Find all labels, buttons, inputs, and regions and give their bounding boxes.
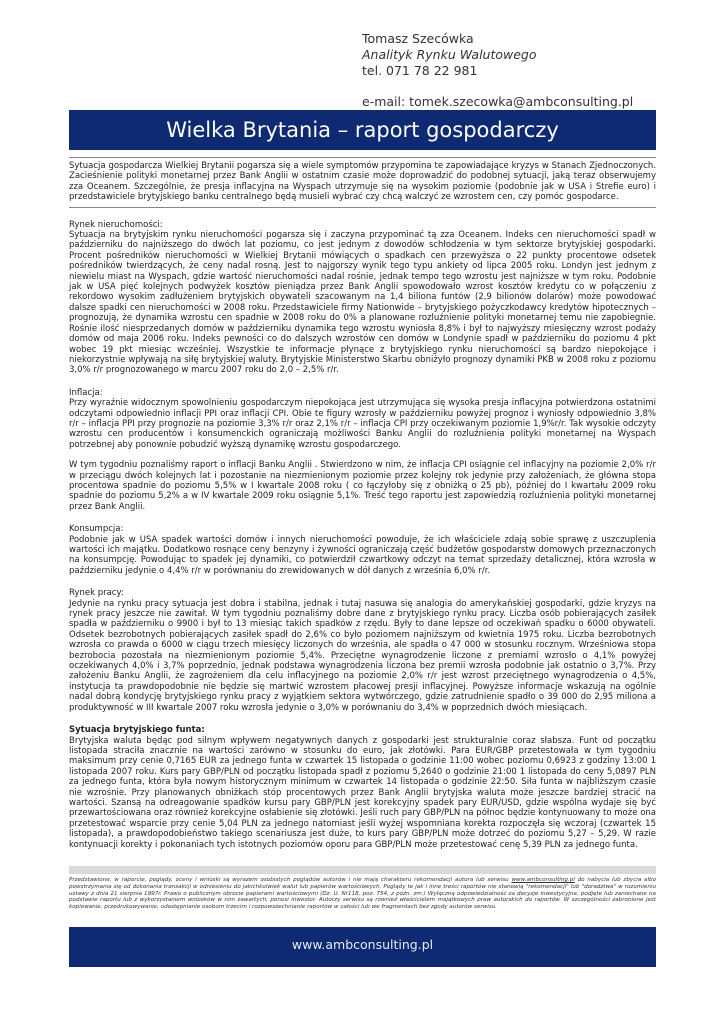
author-contact xyxy=(362,31,633,110)
disclaimer-text-2: do nabycia lub zbycia albo powstrzymania się od dokonania transakcji w odniesieniu do jakichkolwiek walut lub papierów wartościowych. Poglądy te jak i inne treści raportów nie stanowią "rekomendacji" lub "doradztwa" w rozumieniu ustawy z dnia 21 sierpnia 1997r. Prawo o publicznym obrocie papierami wartościowymi (Dz. U. Nr118, poz. 754, z późn. zm.) Wyłączną odpowiedzialność za decyzje inwestycyjne, podjęte lub zaniechane na podstawie raportu lub z wykorzystaniem wniosków w nim zawartych, ponosi inwestor. Autorzy serwisu są równieź właścicielem majątkowych praw autorskich do raportów. W szczególności zabronione jest kopiowanie, przedrukowywanie, udostępnianie osobom trzecim i rozpowszechnianie raportów w całości lub we fragmentach bez zgody autorów serwisu. xyxy=(69,877,656,911)
report-title: Wielka Brytania – raport gospodarczy xyxy=(166,118,559,142)
section-text-labour: Jedynie na rynku pracy sytuacja jest dobra i stabilna, jednak i tutaj nasuwa się analogia do amerykańskiej gospodarki, gdzie kryzys na rynek pracy jeszcze nie zawitał. W tym tygodniu poznaliśmy dobre dane z brytyjskiego rynku pracy. Liczba osób pobierających zasiłek spadła w październiku o 9900 i był to 13 miesiąc takich spadków z rzędu. Były to dane lepsze od oczekiwań spadku o 6000 obywateli. Odsetek bezrobotnych pobierających zasiłek spadł do 2,6% co było poziomem najniższym od kwietnia 1975 roku. Liczba bezrobotnych wzrosła co prawda o 6000 w ciągu trzech miesięcy liczonych do września, ale spadła o 47 000 w stosunku rocznym. Wrześniowa stopa bezrobocia pozostała na niezmienionym poziomie 5,4%. Przeciętne wynagrodzenie liczone z premiami wzrosło o 4,1% powyżej oczekiwanych 4,0% i 3,7% poprzednio, jednak podstawa wynagrodzenia liczona bez premii wzrosła podobnie jak ostatnio o 3,7%. Przy założeniu Banku Anglii, że zagrożeniem dla celu inflacyjnego na poziomie 2,0% r/r jest wzrost przeciętnego wynagrodzenia o 4,5%, instytucja ta prawdopodobnie nie będzie się martwić wzrostem płacowej presji inflacyjnej. Powyższe informacje wskazują na ogólnie nadal dobrą kondycję brytyjskiego rynku pracy z wyjątkiem sektora wytwórczego, gdzie zatrudnienie spadło o 39 000 do 2,95 miliona a produktywność w III kwartale 2007 roku wzrosła jedynie o 3,0% w porównaniu do 3,4% w poprzednich dwóch miesiącach. xyxy=(69,598,656,713)
section-heading-inflation: Inflacja: xyxy=(69,387,103,398)
intro-paragraph: Sytuacja gospodarcza Wielkiej Brytanii pogarsza się a wiele symptomów przypomina te zapowiadające kryzys w Stanach Zjednoczonych. Zacieśnienie polityki monetarnej przez Bank Anglii w ostatnim czasie może doprowadzić do podobnej sytuacji, jaką teraz obserwujemy zza Oceanem. Szczególnie, że presja inflacyjna na Wyspach utrzymuje się na wysokim poziomie (podobnie jak w USA i Strefie euro) i przedstawiciele brytyjskiego banku centralnego będą musieli wybrać czy chcą walczyć ze wzrostem cen, czy pomóc gospodarce. xyxy=(69,157,656,208)
report-body xyxy=(69,157,656,850)
footer-banner xyxy=(69,927,656,967)
section-text-inflation-2: W tym tygodniu poznaliśmy raport o inflacji Banku Anglii . Stwierdzono w nim, że inflacja CPI osiągnie cel inflacyjny na poziomie 2,0% r/r w przeciągu dwóch kolejnych lat i pozostanie na niezmienionym poziomie przez kolejny rok jedynie przy założeniach, że główna stopa procentowa spadnie do poziomu 5,5% w I kwartale 2008 roku ( co łączyłoby się z obniżką o 25 pb), później do I kwartału 2009 roku spadnie do poziomu 5,2% a w IV kwartale 2009 roku osiągnie 5,1%. Treść tego raportu jest zapowiedzią rozluźnienia polityki monetarnej przez Bank Anglii. xyxy=(69,460,656,512)
author-name: Tomasz Szecówka xyxy=(362,31,474,46)
author-role: Analityk Rynku Walutowego xyxy=(362,47,537,62)
section-text-consumption: Podobnie jak w USA spadek wartości domów i innych nieruchomości powoduje, że ich właściciele zdają sobie sprawę z uszczuplenia wartości ich majątku. Dodatkowo rosnące ceny benzyny i żywności ograniczają część budżetów gospodarstw domowych przeznaczonych na konsumpcję. Powodując to spadek jej dynamiki, co potwierdził czwartkowy odczyt na temat sprzedaży detalicznej, która wzrosła w październiku jedynie o 4,4% r/r w porównaniu do zrewidowanych w dół danych z września 6,0% r/r. xyxy=(69,534,656,576)
report-title-banner xyxy=(69,110,656,150)
section-heading-labour: Rynek pracy: xyxy=(69,588,124,599)
section-text-housing: Sytuacja na brytyjskim rynku nieruchomości pogarsza się i zaczyna przypominać tą zza Oceanem. Indeks cen nieruchomości spadł w październiku do najniższego do dwóch lat poziomu, co jest jednym z dowodów schłodzenia w tym sektorze brytyjskiej gospodarki. Procent pośredników nieruchomości w Wielkiej Brytanii mówiących o spadkach cen przewyższa o 22 punkty procentowe odsetek pośredników twierdzących, że ceny nadal rosną. Jest to najgorszy wynik tego typu ankiety od lipca 2005 roku. Londyn jest jednym z niewielu miast na Wyspach, gdzie wartość nieruchomości nadal rośnie, jednak tempo tego wzrostu jest najniższe w tym roku. Podobnie jak w USA pięć kolejnych podwyżek kosztów pieniądza przez Bank Anglii spowodowało wzrost kosztów kredytu co w połączeniu z rekordowo wysokim zadłużeniem brytyjskich obywateli szacowanym na 1,4 biliona funtów (2,9 bilionów dolarów) może powodować dalsze spadki cen nieruchomości w 2008 roku. Przedstawiciele firmy Nationwide – brytyjskiego pożyczkodawcy kredytów hipotecznych – prognozują, że dynamika wzrostu cen spadnie w 2008 roku do 0% a planowane rozluźnienie polityki monetarnej temu nie zapobiegnie. Rośnie ilość niesprzedanych domów w październiku dynamika tego wzrostu wyniosła 8,8% i był to najwyższy miesięczny wzrost podaży domów od maja 2006 roku. Indeks pewności co do dalszych wzrostów cen domów w Londynie spadł w październiku do poziomu 4 pkt wobec 19 pkt miesiąc wcześniej. Wszystkie te informacje płynące z brytyjskiego rynku nieruchomości są bardzo niepokojące i niekorzystnie wpływają na siłę brytyjskiej waluty. Brytyjskie Ministerstwo Skarbu obniżyło prognozy dynamiki PKB w 2008 roku z poziomu 3,0% r/r prognozowanego w marcu 2007 roku do 2,0 – 2,5% r/r. xyxy=(69,230,656,376)
legal-disclaimer xyxy=(69,866,656,911)
section-heading-housing: Rynek nieruchomości: xyxy=(69,219,163,230)
section-text-inflation-1: Przy wyraźnie widocznym spowolnieniu gospodarczym niepokojąca jest utrzymująca się wysoka presja inflacyjna potwierdzona ostatnimi odczytami odpowiednio inflacji PPI oraz inflacji CPI. Obie te figury wzrosły w październiku powyżej prognoz i wyniosły odpowiednio 3,8% r/r – inflacja PPI przy prognozie na poziomie 3,3% r/r oraz 2,1% r/r – inflacja CPI przy oczekiwanym poziomie 1,9%r/r. Tak wysokie odczyty wzrostu cen producentów i konsumenckich ograniczają możliwości Banku Anglii do rozluźnienia polityki monetarnej na Wyspach potrzebnej aby ponownie pobudzić wyższą dynamikę wzrostu gospodarczego. xyxy=(69,398,656,450)
author-email[interactable]: e-mail: tomek.szecowka@ambconsulting.pl xyxy=(362,94,634,109)
disclaimer-text-1: Przedstawione, w raporcie, poglądy, oceny i wnioski są wyrazem osobistych poglądów autorów i nie mają charakteru rekomendacji autora lub serwisu xyxy=(69,877,512,883)
disclaimer-link[interactable]: www.ambconsulting.pl xyxy=(511,877,575,883)
footer-url[interactable]: www.ambconsulting.pl xyxy=(291,937,434,952)
section-heading-consumption: Konsumpcja: xyxy=(69,524,124,535)
author-phone: tel. 071 78 22 981 xyxy=(362,63,478,78)
section-text-pound: Brytyjska waluta będąc pod silnym wpływem negatywnych danych z gospodarki jest strukturalnie coraz słabsza. Funt od początku listopada straciła znacznie na wartości zarówno w stosunku do euro, jak złotówki. Para EUR/GBP przetestowała w tym tygodniu maksimum przy cenie 0,7165 EUR za jednego funta w czwartek 15 listopada o godzinie 11:00 wobec poziomu 0,6923 z godziny 13:00 1 listopada 2007 roku. Kurs pary GBP/PLN od początku listopada spadł z poziomu 5,2640 o godzinie 21:00 1 listopada do ceny 5,0897 PLN za jednego funta, która była nowym historycznym minimum w czwartek 14 listopada o godzinie 22:50. Siła funta w najbliższym czasie nie wzrośnie. Przy planowanych obniżkach stóp procentowych przez Bank Anglii brytyjska waluta może jeszcze bardziej stracić na wartości. Szansą na odreagowanie spadków kursu pary GBP/PLN jest korekcyjny spadek pary EUR/USD, gdzie wspólna wydaje się być przewartościowana oraz również korekcyjne osłabienie się złotówki. Jeśli ruch pary GBP/PLN na północ będzie kontynuowany to może ona przetestować wsparcie przy cenie 5,04 PLN za jednego natomiast jeśli wyżej wspomniana korekta rozpoczęła się wczoraj (czwartek 15 listopada), a prawdopodobieństwo takiego scenariusza jest duże, to kurs pary GBP/PLN może dotrzeć do poziomu 5,27 – 5,29. W razie kontynuacji korekty i pokonaniach tych istotnych poziomów oporu para GBP/PLN może przetestować cenę 5,39 PLN za jednego funta. xyxy=(69,735,656,850)
section-heading-pound: Sytuacja brytyjskiego funta: xyxy=(69,725,205,736)
